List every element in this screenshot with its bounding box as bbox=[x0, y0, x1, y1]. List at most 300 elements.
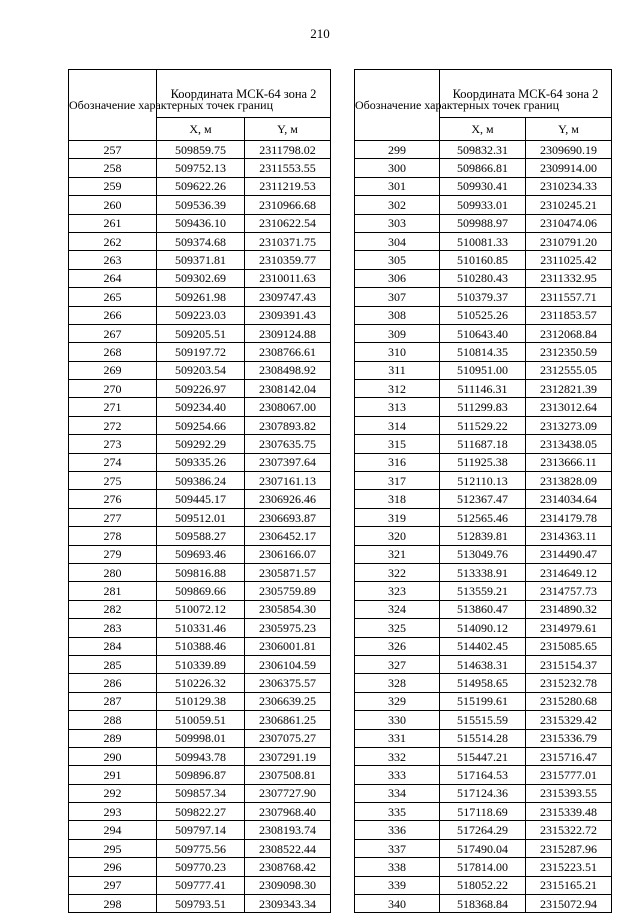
point-designation-header: Обозначение характерных точек границ bbox=[69, 70, 157, 141]
table-row bbox=[69, 637, 331, 655]
table-row bbox=[69, 288, 331, 306]
y-coordinate-cell: 2306693.87 bbox=[245, 508, 331, 526]
point-number-cell: 328 bbox=[355, 674, 440, 692]
x-coordinate-cell: 509205.51 bbox=[157, 324, 245, 342]
x-coordinate-cell: 517814.00 bbox=[440, 858, 526, 876]
table-row bbox=[69, 232, 331, 250]
table-row bbox=[69, 527, 331, 545]
table-row bbox=[69, 803, 331, 821]
point-number-cell: 296 bbox=[69, 858, 157, 876]
x-coordinate-cell: 513049.76 bbox=[440, 545, 526, 563]
point-number-cell: 307 bbox=[355, 288, 440, 306]
y-coordinate-cell: 2310622.54 bbox=[245, 214, 331, 232]
x-coordinate-cell: 509797.14 bbox=[157, 821, 245, 839]
x-coordinate-cell: 513559.21 bbox=[440, 582, 526, 600]
table-row bbox=[69, 141, 331, 159]
table-row bbox=[69, 416, 331, 434]
point-number-cell: 321 bbox=[355, 545, 440, 563]
x-coordinate-cell: 510951.00 bbox=[440, 361, 526, 379]
x-coordinate-cell: 509859.75 bbox=[157, 141, 245, 159]
table-row bbox=[355, 159, 612, 177]
y-coordinate-cell: 2305975.23 bbox=[245, 619, 331, 637]
table-row bbox=[69, 159, 331, 177]
point-number-cell: 279 bbox=[69, 545, 157, 563]
y-coordinate-cell: 2312555.05 bbox=[526, 361, 612, 379]
point-number-cell: 332 bbox=[355, 747, 440, 765]
point-number-cell: 286 bbox=[69, 674, 157, 692]
x-coordinate-cell: 510331.46 bbox=[157, 619, 245, 637]
y-coordinate-cell: 2315165.21 bbox=[526, 876, 612, 894]
table-row bbox=[355, 563, 612, 581]
table-row bbox=[355, 269, 612, 287]
table-row bbox=[355, 361, 612, 379]
y-coordinate-cell: 2310966.68 bbox=[245, 196, 331, 214]
y-coordinate-cell: 2308193.74 bbox=[245, 821, 331, 839]
table-row bbox=[355, 545, 612, 563]
y-coordinate-cell: 2310359.77 bbox=[245, 251, 331, 269]
x-coordinate-cell: 510643.40 bbox=[440, 324, 526, 342]
y-coordinate-cell: 2311553.55 bbox=[245, 159, 331, 177]
table-row bbox=[355, 655, 612, 673]
x-column-header: X, м bbox=[157, 118, 245, 141]
x-coordinate-cell: 509816.88 bbox=[157, 563, 245, 581]
point-number-cell: 315 bbox=[355, 435, 440, 453]
x-column-header: X, м bbox=[440, 118, 526, 141]
x-coordinate-cell: 517164.53 bbox=[440, 766, 526, 784]
table-row bbox=[355, 398, 612, 416]
point-number-cell: 273 bbox=[69, 435, 157, 453]
x-coordinate-cell: 515447.21 bbox=[440, 747, 526, 765]
y-coordinate-cell: 2311332.95 bbox=[526, 269, 612, 287]
y-coordinate-cell: 2312068.84 bbox=[526, 324, 612, 342]
x-coordinate-cell: 514090.12 bbox=[440, 619, 526, 637]
y-coordinate-cell: 2311853.57 bbox=[526, 306, 612, 324]
x-coordinate-cell: 509832.31 bbox=[440, 141, 526, 159]
x-coordinate-cell: 509261.98 bbox=[157, 288, 245, 306]
x-coordinate-cell: 510525.26 bbox=[440, 306, 526, 324]
point-number-cell: 336 bbox=[355, 821, 440, 839]
x-coordinate-cell: 513338.91 bbox=[440, 563, 526, 581]
y-coordinate-cell: 2313273.09 bbox=[526, 416, 612, 434]
y-coordinate-cell: 2309690.19 bbox=[526, 141, 612, 159]
y-coordinate-cell: 2306166.07 bbox=[245, 545, 331, 563]
y-coordinate-cell: 2307397.64 bbox=[245, 453, 331, 471]
x-coordinate-cell: 512839.81 bbox=[440, 527, 526, 545]
y-coordinate-cell: 2306639.25 bbox=[245, 692, 331, 710]
table-row bbox=[355, 490, 612, 508]
table-row bbox=[69, 563, 331, 581]
table-row bbox=[69, 655, 331, 673]
table-row bbox=[69, 361, 331, 379]
y-coordinate-cell: 2308498.92 bbox=[245, 361, 331, 379]
table-row bbox=[355, 803, 612, 821]
y-coordinate-cell: 2313012.64 bbox=[526, 398, 612, 416]
y-coordinate-cell: 2310245.21 bbox=[526, 196, 612, 214]
y-coordinate-cell: 2308522.44 bbox=[245, 839, 331, 857]
y-coordinate-cell: 2315339.48 bbox=[526, 803, 612, 821]
point-number-cell: 330 bbox=[355, 711, 440, 729]
y-coordinate-cell: 2315280.68 bbox=[526, 692, 612, 710]
point-number-cell: 269 bbox=[69, 361, 157, 379]
table-row bbox=[355, 196, 612, 214]
x-coordinate-cell: 509374.68 bbox=[157, 232, 245, 250]
point-number-cell: 280 bbox=[69, 563, 157, 581]
point-number-cell: 285 bbox=[69, 655, 157, 673]
point-number-cell: 271 bbox=[69, 398, 157, 416]
point-number-cell: 264 bbox=[69, 269, 157, 287]
table-row bbox=[355, 747, 612, 765]
point-number-cell: 274 bbox=[69, 453, 157, 471]
point-number-cell: 311 bbox=[355, 361, 440, 379]
y-coordinate-cell: 2307635.75 bbox=[245, 435, 331, 453]
x-coordinate-cell: 517490.04 bbox=[440, 839, 526, 857]
y-coordinate-cell: 2314490.47 bbox=[526, 545, 612, 563]
y-coordinate-cell: 2315329.42 bbox=[526, 711, 612, 729]
point-number-cell: 257 bbox=[69, 141, 157, 159]
left-table-body bbox=[69, 141, 331, 913]
x-coordinate-cell: 509693.46 bbox=[157, 545, 245, 563]
y-coordinate-cell: 2315777.01 bbox=[526, 766, 612, 784]
x-coordinate-cell: 509588.27 bbox=[157, 527, 245, 545]
table-row bbox=[69, 398, 331, 416]
table-row bbox=[355, 177, 612, 195]
point-number-cell: 290 bbox=[69, 747, 157, 765]
point-number-cell: 275 bbox=[69, 472, 157, 490]
y-coordinate-cell: 2315072.94 bbox=[526, 895, 612, 913]
table-row bbox=[69, 619, 331, 637]
x-coordinate-cell: 511299.83 bbox=[440, 398, 526, 416]
table-row bbox=[355, 288, 612, 306]
point-number-cell: 263 bbox=[69, 251, 157, 269]
table-row bbox=[355, 214, 612, 232]
y-coordinate-cell: 2308142.04 bbox=[245, 380, 331, 398]
point-number-cell: 318 bbox=[355, 490, 440, 508]
x-coordinate-cell: 511925.38 bbox=[440, 453, 526, 471]
y-coordinate-cell: 2307893.82 bbox=[245, 416, 331, 434]
point-number-cell: 319 bbox=[355, 508, 440, 526]
y-coordinate-cell: 2306375.57 bbox=[245, 674, 331, 692]
y-coordinate-cell: 2311798.02 bbox=[245, 141, 331, 159]
table-row bbox=[355, 876, 612, 894]
y-coordinate-cell: 2315393.55 bbox=[526, 784, 612, 802]
point-number-cell: 262 bbox=[69, 232, 157, 250]
x-coordinate-cell: 517264.29 bbox=[440, 821, 526, 839]
table-row bbox=[69, 711, 331, 729]
x-coordinate-cell: 509869.66 bbox=[157, 582, 245, 600]
x-coordinate-cell: 509234.40 bbox=[157, 398, 245, 416]
x-coordinate-cell: 510388.46 bbox=[157, 637, 245, 655]
x-coordinate-cell: 509988.97 bbox=[440, 214, 526, 232]
point-number-cell: 291 bbox=[69, 766, 157, 784]
y-coordinate-cell: 2315223.51 bbox=[526, 858, 612, 876]
point-number-cell: 316 bbox=[355, 453, 440, 471]
y-coordinate-cell: 2314179.78 bbox=[526, 508, 612, 526]
table-row bbox=[355, 472, 612, 490]
y-coordinate-cell: 2314979.61 bbox=[526, 619, 612, 637]
table-row bbox=[355, 619, 612, 637]
point-number-cell: 293 bbox=[69, 803, 157, 821]
x-coordinate-cell: 517124.36 bbox=[440, 784, 526, 802]
y-coordinate-cell: 2315085.65 bbox=[526, 637, 612, 655]
table-row bbox=[355, 821, 612, 839]
point-designation-header: Обозначение характерных точек границ bbox=[355, 70, 440, 141]
table-row bbox=[69, 582, 331, 600]
table-row bbox=[69, 784, 331, 802]
point-number-cell: 308 bbox=[355, 306, 440, 324]
x-coordinate-cell: 509752.13 bbox=[157, 159, 245, 177]
table-row bbox=[69, 177, 331, 195]
table-row bbox=[69, 380, 331, 398]
point-number-cell: 302 bbox=[355, 196, 440, 214]
point-number-cell: 331 bbox=[355, 729, 440, 747]
point-number-cell: 323 bbox=[355, 582, 440, 600]
point-number-cell: 283 bbox=[69, 619, 157, 637]
x-coordinate-cell: 509254.66 bbox=[157, 416, 245, 434]
point-number-cell: 270 bbox=[69, 380, 157, 398]
point-number-cell: 317 bbox=[355, 472, 440, 490]
point-number-cell: 278 bbox=[69, 527, 157, 545]
y-coordinate-cell: 2305871.57 bbox=[245, 563, 331, 581]
point-number-cell: 320 bbox=[355, 527, 440, 545]
point-number-cell: 300 bbox=[355, 159, 440, 177]
table-row bbox=[69, 895, 331, 913]
y-column-header: Y, м bbox=[526, 118, 612, 141]
x-coordinate-cell: 511687.18 bbox=[440, 435, 526, 453]
x-coordinate-cell: 510339.89 bbox=[157, 655, 245, 673]
point-number-cell: 282 bbox=[69, 600, 157, 618]
y-coordinate-cell: 2309747.43 bbox=[245, 288, 331, 306]
x-coordinate-cell: 509775.56 bbox=[157, 839, 245, 857]
point-number-cell: 272 bbox=[69, 416, 157, 434]
y-coordinate-cell: 2307161.13 bbox=[245, 472, 331, 490]
x-coordinate-cell: 510814.35 bbox=[440, 343, 526, 361]
table-row bbox=[69, 306, 331, 324]
y-coordinate-cell: 2315287.96 bbox=[526, 839, 612, 857]
point-number-cell: 310 bbox=[355, 343, 440, 361]
x-coordinate-cell: 509292.29 bbox=[157, 435, 245, 453]
y-coordinate-cell: 2312350.59 bbox=[526, 343, 612, 361]
y-coordinate-cell: 2306926.46 bbox=[245, 490, 331, 508]
point-number-cell: 299 bbox=[355, 141, 440, 159]
point-number-cell: 304 bbox=[355, 232, 440, 250]
point-number-cell: 334 bbox=[355, 784, 440, 802]
point-number-cell: 325 bbox=[355, 619, 440, 637]
table-row bbox=[69, 674, 331, 692]
y-coordinate-cell: 2308766.61 bbox=[245, 343, 331, 361]
point-number-cell: 337 bbox=[355, 839, 440, 857]
x-coordinate-cell: 509822.27 bbox=[157, 803, 245, 821]
table-row bbox=[69, 545, 331, 563]
table-row bbox=[355, 839, 612, 857]
y-coordinate-cell: 2307727.90 bbox=[245, 784, 331, 802]
point-number-cell: 292 bbox=[69, 784, 157, 802]
page-number: 210 bbox=[310, 26, 330, 41]
y-coordinate-cell: 2315154.37 bbox=[526, 655, 612, 673]
y-column-header: Y, м bbox=[245, 118, 331, 141]
y-coordinate-cell: 2305759.89 bbox=[245, 582, 331, 600]
table-row bbox=[69, 324, 331, 342]
x-coordinate-cell: 515515.59 bbox=[440, 711, 526, 729]
point-number-cell: 259 bbox=[69, 177, 157, 195]
y-coordinate-cell: 2315336.79 bbox=[526, 729, 612, 747]
point-number-cell: 335 bbox=[355, 803, 440, 821]
point-number-cell: 312 bbox=[355, 380, 440, 398]
y-coordinate-cell: 2309914.00 bbox=[526, 159, 612, 177]
table-row bbox=[69, 214, 331, 232]
y-coordinate-cell: 2314757.73 bbox=[526, 582, 612, 600]
x-coordinate-cell: 512367.47 bbox=[440, 490, 526, 508]
x-coordinate-cell: 510059.51 bbox=[157, 711, 245, 729]
x-coordinate-cell: 509371.81 bbox=[157, 251, 245, 269]
table-row bbox=[69, 747, 331, 765]
y-coordinate-cell: 2312821.39 bbox=[526, 380, 612, 398]
point-number-cell: 294 bbox=[69, 821, 157, 839]
table-row bbox=[355, 251, 612, 269]
x-coordinate-cell: 509857.34 bbox=[157, 784, 245, 802]
y-coordinate-cell: 2307291.19 bbox=[245, 747, 331, 765]
point-number-cell: 265 bbox=[69, 288, 157, 306]
point-number-cell: 329 bbox=[355, 692, 440, 710]
table-row bbox=[69, 490, 331, 508]
x-coordinate-cell: 509335.26 bbox=[157, 453, 245, 471]
point-number-cell: 289 bbox=[69, 729, 157, 747]
table-row bbox=[355, 600, 612, 618]
point-number-cell: 303 bbox=[355, 214, 440, 232]
y-coordinate-cell: 2310791.20 bbox=[526, 232, 612, 250]
x-coordinate-cell: 510379.37 bbox=[440, 288, 526, 306]
point-number-cell: 309 bbox=[355, 324, 440, 342]
table-row bbox=[355, 895, 612, 913]
y-coordinate-cell: 2305854.30 bbox=[245, 600, 331, 618]
y-coordinate-cell: 2315716.47 bbox=[526, 747, 612, 765]
point-number-cell: 268 bbox=[69, 343, 157, 361]
point-number-cell: 297 bbox=[69, 876, 157, 894]
y-coordinate-cell: 2309124.88 bbox=[245, 324, 331, 342]
y-coordinate-cell: 2314890.32 bbox=[526, 600, 612, 618]
y-coordinate-cell: 2313438.05 bbox=[526, 435, 612, 453]
y-coordinate-cell: 2307075.27 bbox=[245, 729, 331, 747]
point-number-cell: 327 bbox=[355, 655, 440, 673]
table-row bbox=[69, 453, 331, 471]
point-number-cell: 340 bbox=[355, 895, 440, 913]
point-number-cell: 284 bbox=[69, 637, 157, 655]
table-row bbox=[69, 876, 331, 894]
point-number-cell: 306 bbox=[355, 269, 440, 287]
y-coordinate-cell: 2313666.11 bbox=[526, 453, 612, 471]
x-coordinate-cell: 509933.01 bbox=[440, 196, 526, 214]
point-number-cell: 313 bbox=[355, 398, 440, 416]
y-coordinate-cell: 2309343.34 bbox=[245, 895, 331, 913]
point-number-cell: 261 bbox=[69, 214, 157, 232]
x-coordinate-cell: 509793.51 bbox=[157, 895, 245, 913]
x-coordinate-cell: 510226.32 bbox=[157, 674, 245, 692]
x-coordinate-cell: 517118.69 bbox=[440, 803, 526, 821]
x-coordinate-cell: 510072.12 bbox=[157, 600, 245, 618]
table-row bbox=[355, 858, 612, 876]
y-coordinate-cell: 2314034.64 bbox=[526, 490, 612, 508]
y-coordinate-cell: 2310234.33 bbox=[526, 177, 612, 195]
table-row bbox=[355, 766, 612, 784]
right-table-body bbox=[355, 141, 612, 913]
table-row bbox=[69, 729, 331, 747]
x-coordinate-cell: 510280.43 bbox=[440, 269, 526, 287]
x-coordinate-cell: 509536.39 bbox=[157, 196, 245, 214]
point-number-cell: 287 bbox=[69, 692, 157, 710]
point-number-cell: 281 bbox=[69, 582, 157, 600]
point-number-cell: 288 bbox=[69, 711, 157, 729]
y-coordinate-cell: 2311025.42 bbox=[526, 251, 612, 269]
x-coordinate-cell: 509622.26 bbox=[157, 177, 245, 195]
point-number-cell: 326 bbox=[355, 637, 440, 655]
y-coordinate-cell: 2314363.11 bbox=[526, 527, 612, 545]
y-coordinate-cell: 2315322.72 bbox=[526, 821, 612, 839]
x-coordinate-cell: 509302.69 bbox=[157, 269, 245, 287]
table-row bbox=[69, 766, 331, 784]
table-row bbox=[355, 306, 612, 324]
x-coordinate-cell: 515514.28 bbox=[440, 729, 526, 747]
table-row bbox=[355, 141, 612, 159]
table-row bbox=[69, 269, 331, 287]
x-coordinate-cell: 509930.41 bbox=[440, 177, 526, 195]
point-number-cell: 333 bbox=[355, 766, 440, 784]
x-coordinate-cell: 509866.81 bbox=[440, 159, 526, 177]
table-row bbox=[355, 435, 612, 453]
point-number-cell: 324 bbox=[355, 600, 440, 618]
x-coordinate-cell: 509896.87 bbox=[157, 766, 245, 784]
x-coordinate-cell: 509223.03 bbox=[157, 306, 245, 324]
x-coordinate-cell: 518368.84 bbox=[440, 895, 526, 913]
y-coordinate-cell: 2313828.09 bbox=[526, 472, 612, 490]
table-row bbox=[69, 343, 331, 361]
x-coordinate-cell: 512565.46 bbox=[440, 508, 526, 526]
point-number-cell: 338 bbox=[355, 858, 440, 876]
x-coordinate-cell: 512110.13 bbox=[440, 472, 526, 490]
table-row bbox=[355, 527, 612, 545]
table-row bbox=[69, 508, 331, 526]
table-row bbox=[355, 637, 612, 655]
x-coordinate-cell: 511146.31 bbox=[440, 380, 526, 398]
x-coordinate-cell: 509998.01 bbox=[157, 729, 245, 747]
y-coordinate-cell: 2310011.63 bbox=[245, 269, 331, 287]
table-row bbox=[355, 232, 612, 250]
table-row bbox=[355, 692, 612, 710]
y-coordinate-cell: 2307968.40 bbox=[245, 803, 331, 821]
y-coordinate-cell: 2310371.75 bbox=[245, 232, 331, 250]
table-row bbox=[69, 472, 331, 490]
table-row bbox=[355, 711, 612, 729]
y-coordinate-cell: 2306452.17 bbox=[245, 527, 331, 545]
y-coordinate-cell: 2306104.59 bbox=[245, 655, 331, 673]
x-coordinate-cell: 509197.72 bbox=[157, 343, 245, 361]
x-coordinate-cell: 510129.38 bbox=[157, 692, 245, 710]
point-number-cell: 314 bbox=[355, 416, 440, 434]
x-coordinate-cell: 518052.22 bbox=[440, 876, 526, 894]
point-number-cell: 339 bbox=[355, 876, 440, 894]
y-coordinate-cell: 2315232.78 bbox=[526, 674, 612, 692]
x-coordinate-cell: 509777.41 bbox=[157, 876, 245, 894]
x-coordinate-cell: 510081.33 bbox=[440, 232, 526, 250]
table-row bbox=[355, 324, 612, 342]
table-row bbox=[69, 196, 331, 214]
point-number-cell: 260 bbox=[69, 196, 157, 214]
table-row bbox=[69, 821, 331, 839]
table-row bbox=[355, 416, 612, 434]
table-row bbox=[355, 784, 612, 802]
x-coordinate-cell: 511529.22 bbox=[440, 416, 526, 434]
table-row bbox=[355, 453, 612, 471]
point-number-cell: 305 bbox=[355, 251, 440, 269]
table-row bbox=[69, 858, 331, 876]
